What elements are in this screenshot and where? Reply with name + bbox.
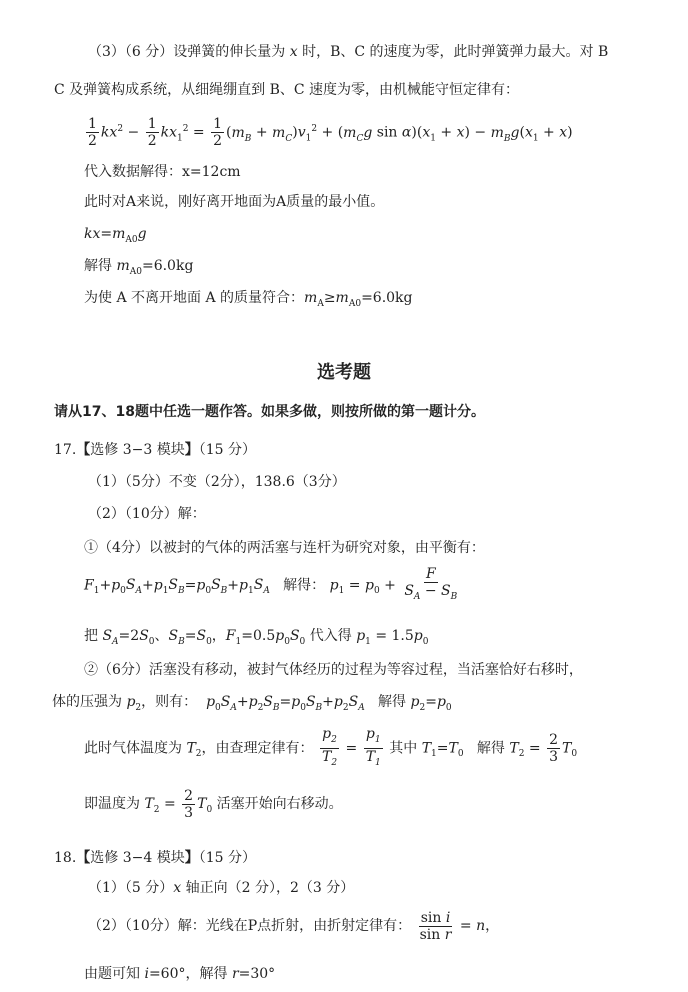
q17-c2b: 体的压强为 $p_2$，则有： $p_0S_A+p_2S_B=p_0S_B+p_2S_A$ 解得 $p_2=p_0$ xyxy=(52,694,452,713)
section-title: 选考题 xyxy=(317,362,371,383)
q17-final: 即温度为 $T_2$ = $\frac{2}{3}$ $T_0$ 活塞开始向右移动。 xyxy=(84,787,343,821)
q17-balance-eq: $F_1+p_0S_A+p_1S_B=p_0S_B+p_1S_A$ 解得： $p_1 = p_0$ + $\frac{F}{S_A - S_B}$ xyxy=(84,566,458,602)
q17-substitution: 把 $S_A=2S_0$、$S_B=S_0$，$F_1=0.5p_0S_0$ 代入得 $p_1 = 1.5p_0$ xyxy=(84,628,429,647)
result-m: 解得 $m_{A0}=6.0kg$ xyxy=(84,258,194,277)
q17-c1: ①（4分）以被封的气体的两活塞与连杆为研究对象，由平衡有： xyxy=(84,540,485,556)
part3-conclusion: 为使 A 不离开地面 A 的质量符合：$m_A\ge m_{A0}=6.0kg$ xyxy=(84,290,413,309)
q17-part2: （2）（10分）解： xyxy=(88,506,206,522)
instruction: 请从17、18题中任选一题作答。如果多做，则按所做的第一题计分。 xyxy=(54,404,485,420)
q18-header: 18.【选修 3−4 模块】（15 分） xyxy=(54,850,256,866)
part3-statement: 此时对A来说，刚好离开地面为A质量的最小值。 xyxy=(84,194,385,210)
eq-kx: $kx=m_{A0}g$ xyxy=(84,226,147,245)
q17-part1: （1）（5分）不变（2分），138.6（3分） xyxy=(88,474,346,490)
result-x: 代入数据解得：x=12cm xyxy=(84,164,241,180)
q17-header: 17.【选修 3−3 模块】（15 分） xyxy=(54,442,256,458)
energy-equation: $\frac{1}{2}$ $kx^2$ − $\frac{1}{2}$ $kx_1^2$ = $\frac{1}{2}$ $(m_B + m_C)v_1^2 + (m_Cg$ $\sin \alpha)(x_1 + x) - m_Bg(x_1 + x)$ xyxy=(88,116,573,150)
q17-c2a: ②（6分）活塞没有移动，被封气体经历的过程为等容过程，当活塞恰好右移时， xyxy=(84,662,583,678)
q17-temp-line: 此时气体温度为 $T_2$，由查理定律有： $\frac{p_2}{T_2}$ = $\frac{p_1}{T_1}$ 其中 $T_1=T_0$ 解得 $T_2$ = $\frac{2}{3}$ $T_0$ xyxy=(84,726,578,768)
q18-part2: （2）（10分）解：光线在P点折射，由折射定律有： $\frac{\text{sin i}}{\text{sin r}}$ = n， xyxy=(88,909,500,943)
part3-line1: （3）（6 分）设弹簧的伸长量为 x 时，B、C 的速度为零，此时弹簧弹力最大。对 B xyxy=(88,44,609,60)
part3-line2: C 及弹簧构成系统，从细绳绷直到 B、C 速度为零，由机械能守恒定律有： xyxy=(54,82,520,98)
q18-part3: 由题可知 i=60°，解得 r=30° xyxy=(84,966,276,982)
q18-part1: （1）（5 分）x 轴正向（2 分），2（3 分） xyxy=(88,880,355,896)
